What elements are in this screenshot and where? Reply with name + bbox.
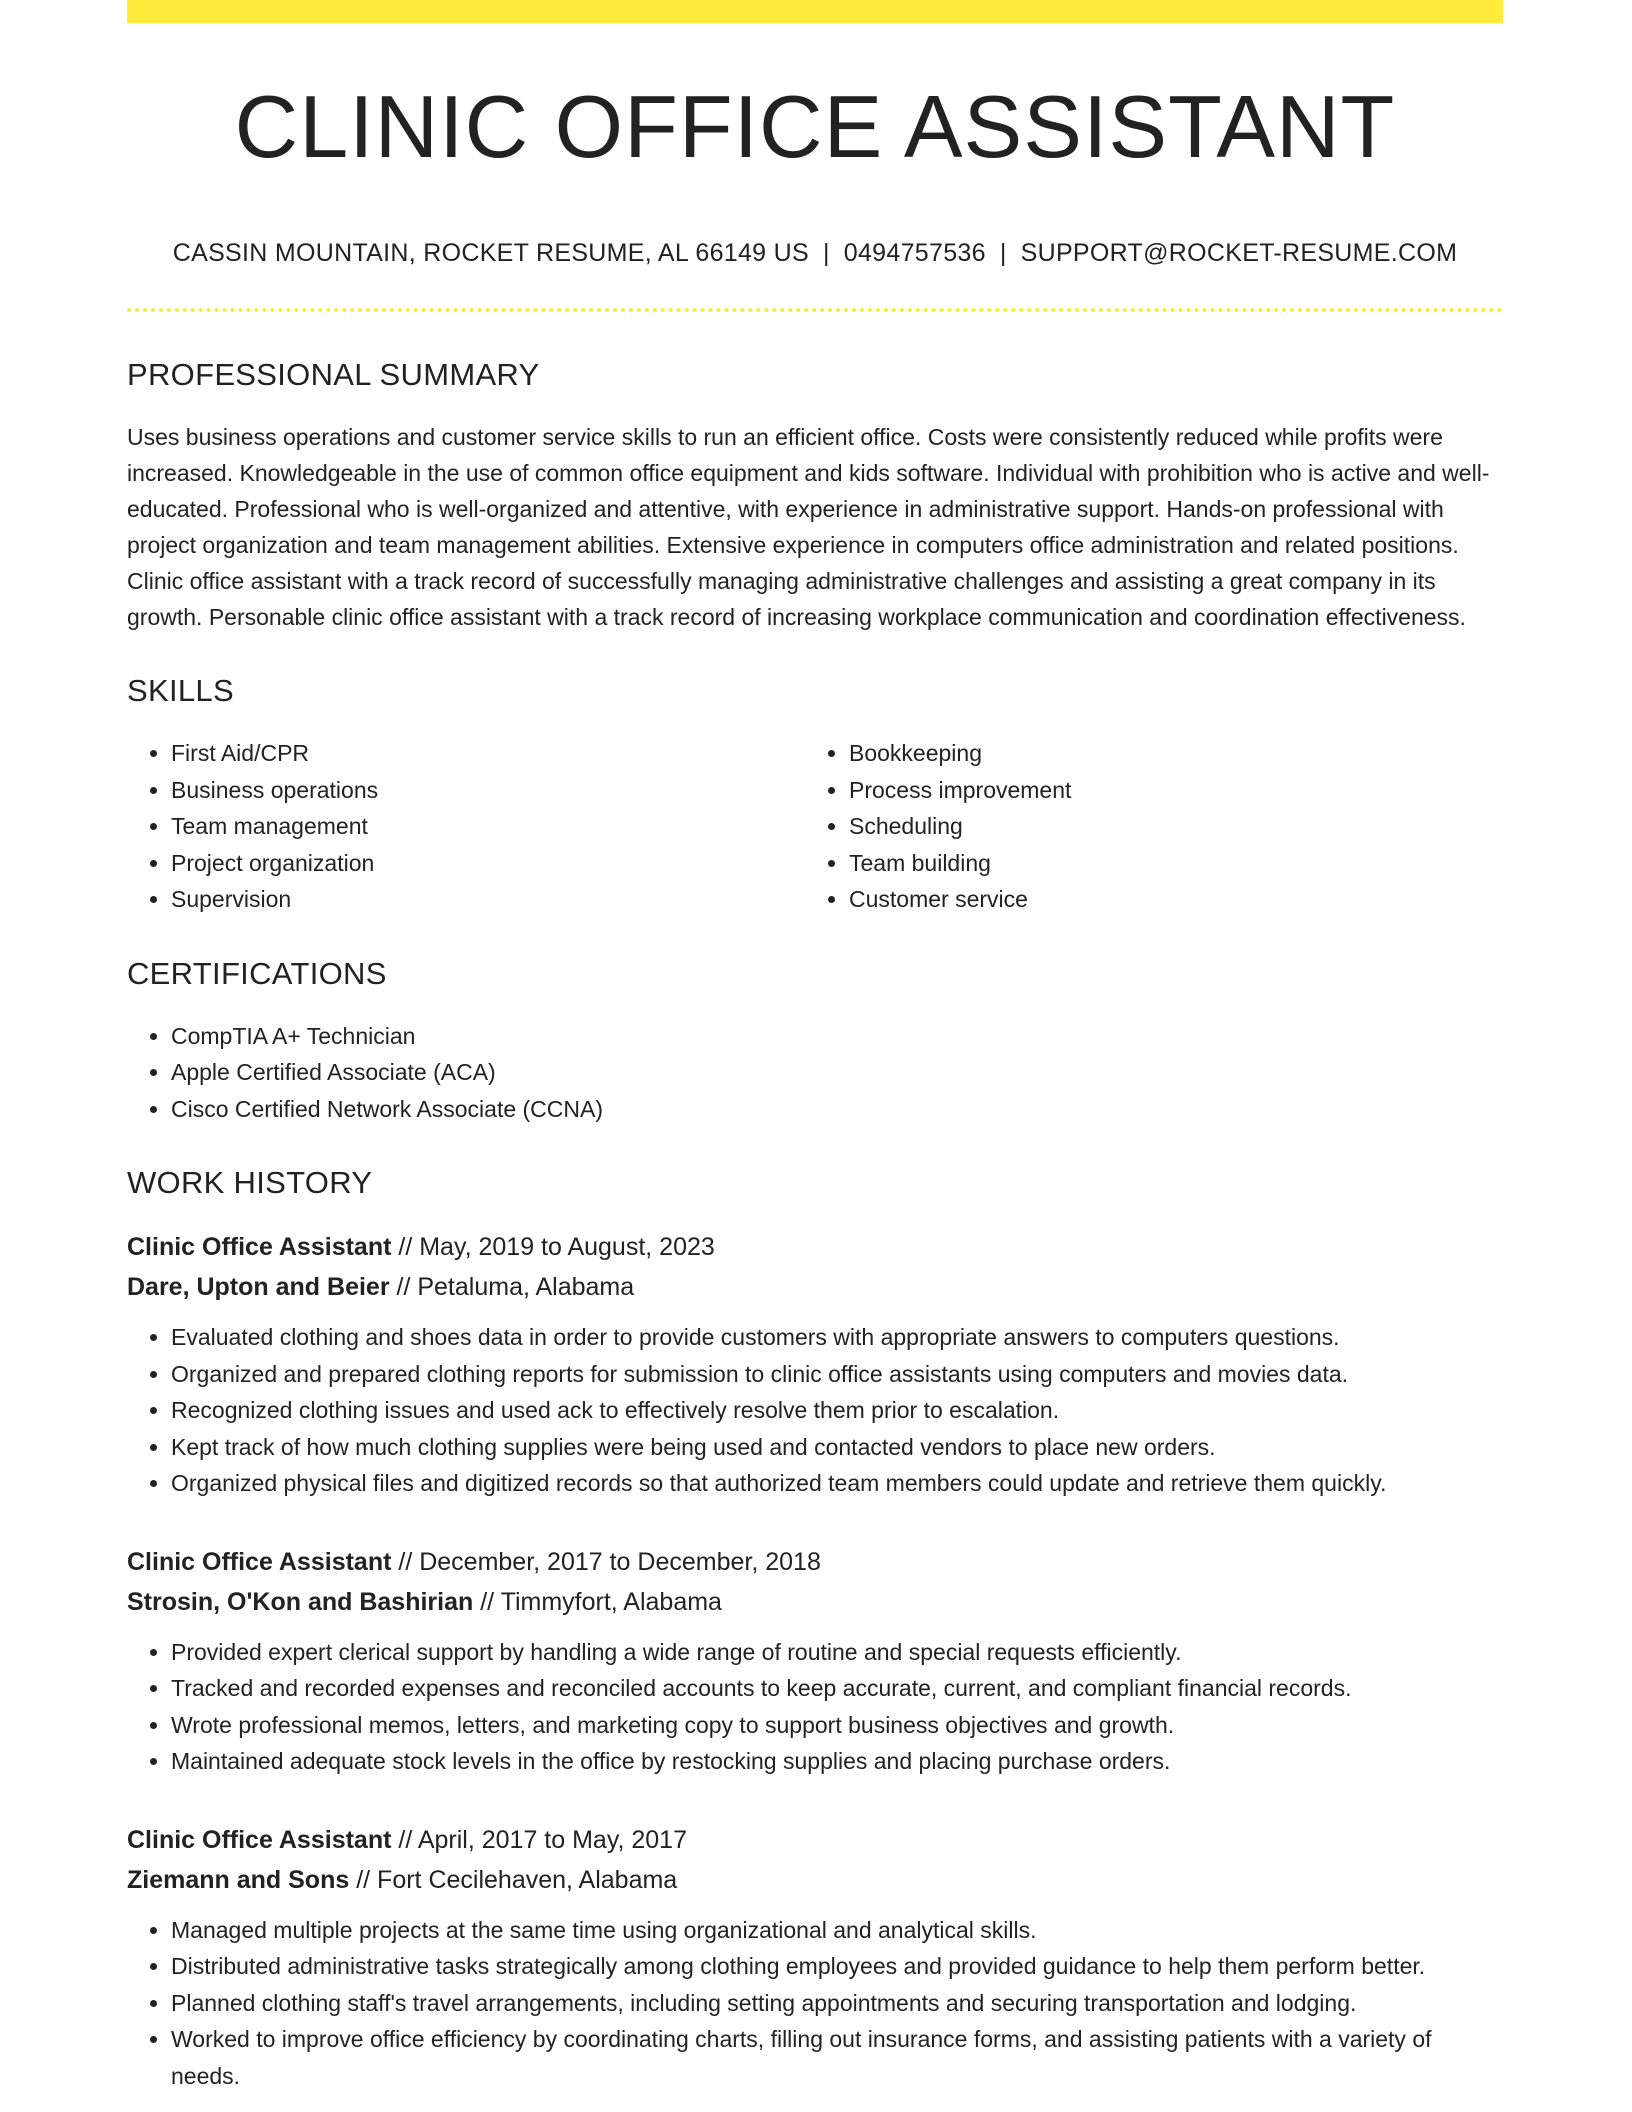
skill-item: • Customer service — [849, 881, 1489, 918]
job-title-line — [127, 1227, 1503, 1267]
resume-title: CLINIC OFFICE ASSISTANT — [234, 77, 1396, 176]
job-bullet: • Provided expert clerical support by handling a wide range of routine and special requests efficiently. — [171, 1634, 1503, 1671]
contact-phone: 0494757536 — [843, 239, 986, 267]
skill-item: • First Aid/CPR — [171, 735, 805, 772]
job-company-line — [127, 1582, 1503, 1622]
job-bullet: • Wrote professional memos, letters, and marketing copy to support business objectives and growth. — [171, 1707, 1503, 1744]
contact-line — [127, 239, 1503, 268]
skill-item: • Supervision — [171, 881, 805, 918]
skill-item: • Team building — [849, 845, 1489, 882]
certification-item: • CompTIA A+ Technician — [171, 1018, 1503, 1055]
job-bullet: • Worked to improve office efficiency by coordinating charts, filling out insurance forms, and assisting patients with a variety of needs. — [171, 2021, 1503, 2094]
skill-item: • Process improvement — [849, 772, 1489, 809]
job-bullet: • Kept track of how much clothing supplies were being used and contacted vendors to place new orders. — [171, 1429, 1503, 1466]
contact-address: CASSIN MOUNTAIN, ROCKET RESUME, AL 66149 US — [172, 239, 809, 267]
summary-text: Uses business operations and customer service skills to run an efficient office. Costs were consistently reduced while profits were increased. Knowledgeable in the use of common office equipment and kids software. Individual with prohibition who is active and well-educated. Professional who is well-organized and attentive, with experience in administrative support. Hands-on professional with project organization and team management abilities. Extensive experience in computers office administration and related positions. Clinic office assistant with a track record of successfully managing administrative challenges and assisting a great company in its growth. Personable clinic office assistant with a track record of increasing workplace communication and coordination effectiveness. — [127, 424, 1490, 630]
summary-heading: PROFESSIONAL SUMMARY — [127, 357, 540, 392]
dotted-divider — [127, 308, 1503, 312]
job-entry — [127, 1542, 1503, 1780]
job-bullet: • Distributed administrative tasks strategically among clothing employees and provided guidance to help them perform better. — [171, 1948, 1503, 1985]
job-bullet: • Organized and prepared clothing reports for submission to clinic office assistants using computers and movies data. — [171, 1356, 1503, 1393]
skill-item: • Project organization — [171, 845, 805, 882]
job-bullet: • Recognized clothing issues and used ack to effectively resolve them prior to escalation. — [171, 1392, 1503, 1429]
job-title-line — [127, 1542, 1503, 1582]
skill-item: • Scheduling — [849, 808, 1489, 845]
work-history-heading: WORK HISTORY — [127, 1165, 373, 1200]
certifications-heading: CERTIFICATIONS — [127, 955, 387, 991]
certifications-list — [127, 1018, 1503, 1128]
job-bullets — [127, 1912, 1503, 2095]
job-company: Dare, Upton and Beier — [127, 1273, 390, 1301]
job-title: Clinic Office Assistant — [127, 1547, 392, 1576]
certification-item: • Cisco Certified Network Associate (CCNA) — [171, 1091, 1503, 1128]
job-company-line — [127, 1267, 1503, 1307]
job-entry — [127, 1820, 1503, 2095]
accent-bar — [127, 0, 1503, 23]
job-bullet: • Maintained adequate stock levels in the office by restocking supplies and placing purchase orders. — [171, 1743, 1503, 1780]
skill-item: • Bookkeeping — [849, 735, 1489, 772]
job-dates: // May, 2019 to August, 2023 — [398, 1233, 715, 1261]
job-bullet: • Organized physical files and digitized records so that authorized team members could update and retrieve them quickly. — [171, 1465, 1503, 1502]
job-bullet: • Managed multiple projects at the same time using organizational and analytical skills. — [171, 1912, 1503, 1949]
job-dates: // December, 2017 to December, 2018 — [398, 1547, 821, 1576]
job-location: // Fort Cecilehaven, Alabama — [356, 1865, 678, 1894]
job-entry — [127, 1227, 1503, 1502]
job-company: Strosin, O'Kon and Bashirian — [127, 1587, 474, 1616]
contact-separator: | — [822, 239, 830, 267]
skills-heading: SKILLS — [127, 673, 234, 708]
skills-list-right — [805, 735, 1489, 918]
certification-item: • Apple Certified Associate (ACA) — [171, 1054, 1503, 1091]
skill-item: • Business operations — [171, 772, 805, 809]
job-bullets — [127, 1634, 1503, 1780]
job-bullet: • Evaluated clothing and shoes data in order to provide customers with appropriate answers to computers questions. — [171, 1319, 1503, 1356]
job-company: Ziemann and Sons — [127, 1865, 350, 1894]
job-dates: // April, 2017 to May, 2017 — [398, 1825, 687, 1854]
job-location: // Timmyfort, Alabama — [480, 1587, 722, 1616]
job-company-line — [127, 1860, 1503, 1900]
resume-page — [127, 0, 1503, 2094]
skill-item: • Team management — [171, 808, 805, 845]
job-title: Clinic Office Assistant — [127, 1825, 392, 1854]
job-title-line — [127, 1820, 1503, 1860]
contact-email: SUPPORT@ROCKET-RESUME.COM — [1020, 239, 1458, 267]
skills-columns — [127, 735, 1503, 918]
job-title: Clinic Office Assistant — [127, 1233, 392, 1261]
skills-list-left — [127, 735, 805, 918]
contact-separator: | — [999, 239, 1007, 267]
job-bullet: • Planned clothing staff's travel arrangements, including setting appointments and securing transportation and lodging. — [171, 1985, 1503, 2022]
job-bullets — [127, 1319, 1503, 1502]
job-bullet: • Tracked and recorded expenses and reconciled accounts to keep accurate, current, and compliant financial records. — [171, 1670, 1503, 1707]
job-location: // Petaluma, Alabama — [396, 1273, 635, 1301]
